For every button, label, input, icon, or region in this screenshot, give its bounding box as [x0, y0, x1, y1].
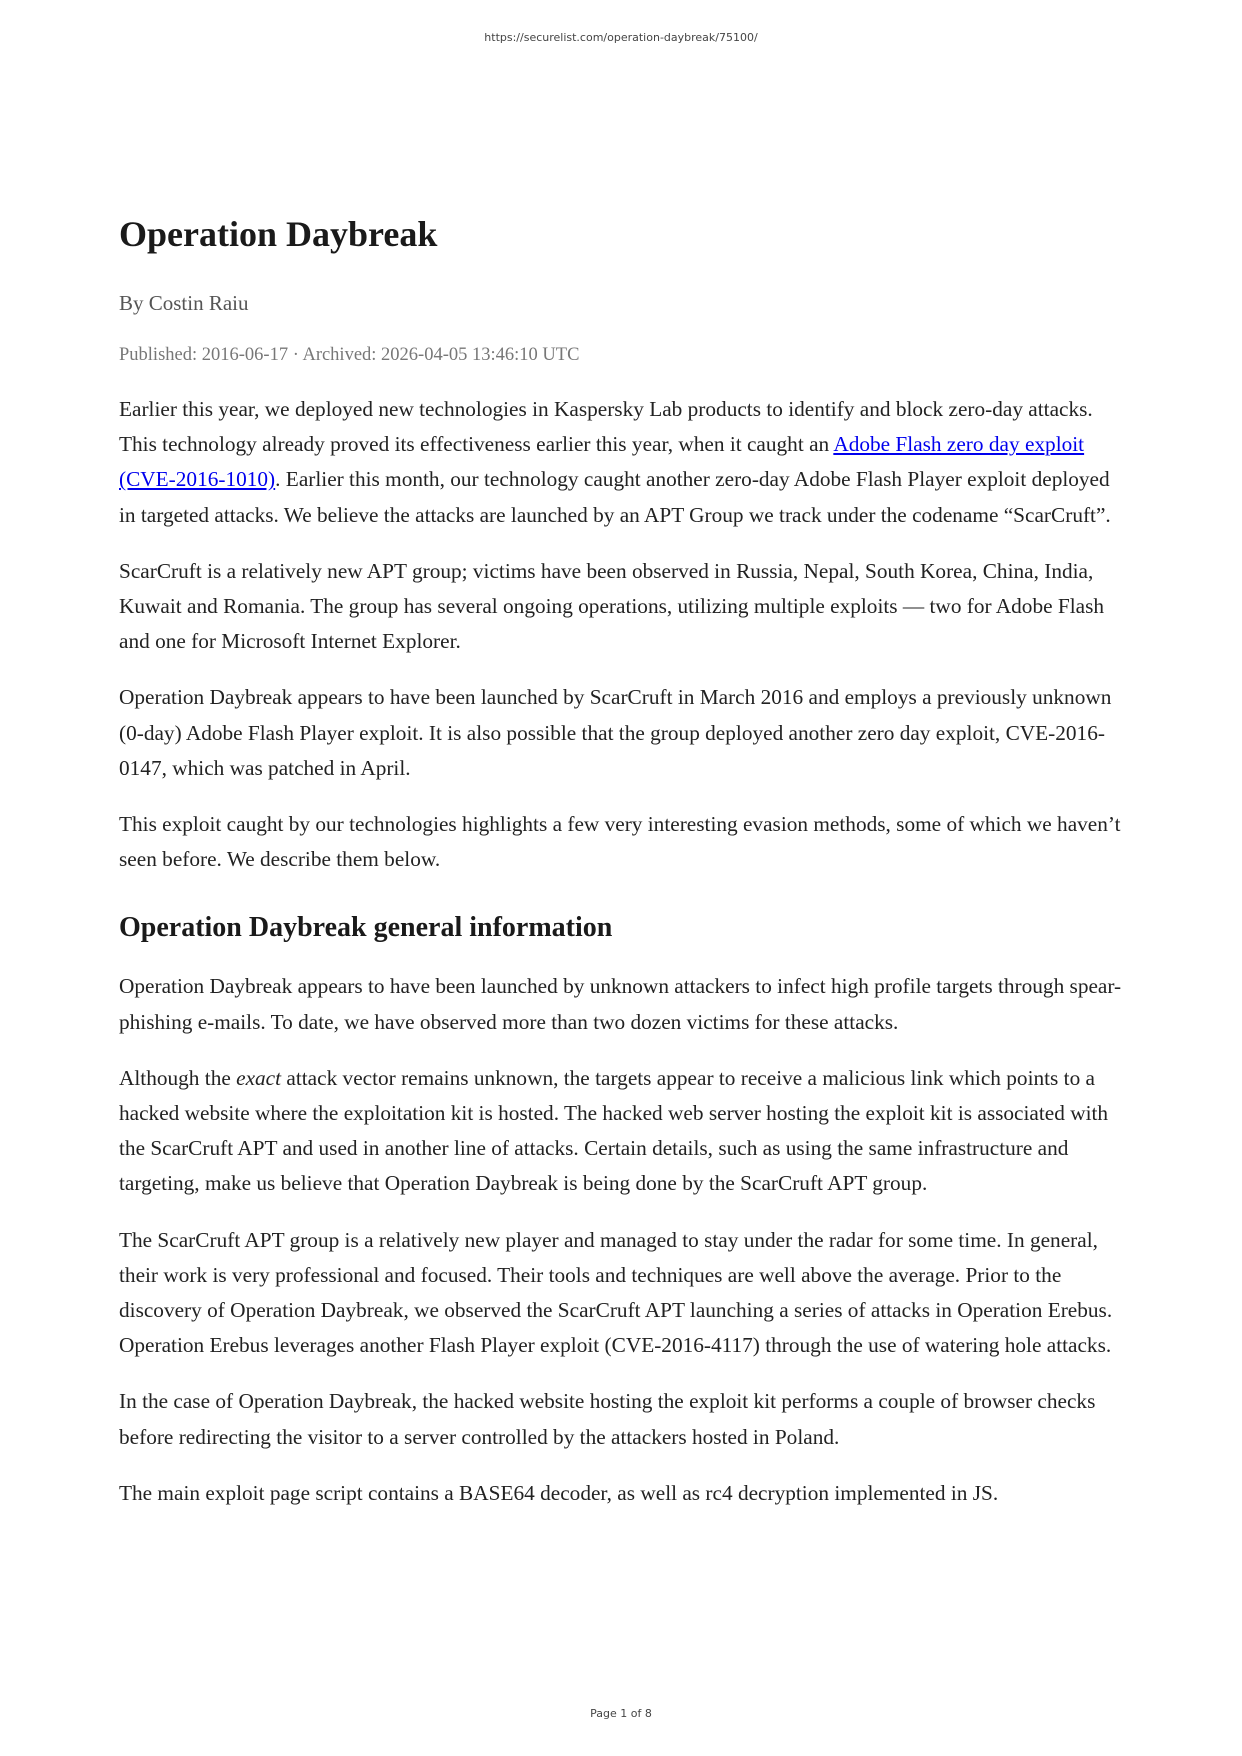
- paragraph-3: Operation Daybreak appears to have been launched by ScarCruft in March 2016 and employs a previously unknown (0-day) Adobe Flash Player exploit. It is also possible that the group deployed another zero day exploit, CVE-2016-0147, which was patched in April.: [119, 685, 1112, 780]
- text: Earlier this year, we deployed new technologies in Kaspersky Lab products to identify and block zero-day attacks. This technology already proved its effectiveness earlier this year, when it caught an: [119, 397, 1093, 457]
- paragraph-8: In the case of Operation Daybreak, the hacked website hosting the exploit kit performs a couple of browser checks before redirecting the visitor to a server controlled by the attackers hosted in Poland.: [119, 1389, 1096, 1449]
- article: [119, 210, 1129, 1532]
- paragraph-2: ScarCruft is a relatively new APT group; victims have been observed in Russia, Nepal, South Korea, China, India, Kuwait and Romania. The group has several ongoing operations, utilizing multiple exploits — two for Adobe Flash and one for Microsoft Internet Explorer.: [119, 558, 1105, 654]
- paragraph-1: [119, 392, 1129, 533]
- paragraph-6: [119, 1061, 1129, 1202]
- article-title: Operation Daybreak: [119, 214, 438, 254]
- paragraph-4: This exploit caught by our technologies highlights a few very interesting evasion methods, some of which we haven’t seen before. We describe them below.: [119, 812, 1121, 872]
- byline: By Costin Raiu: [119, 291, 249, 315]
- paragraph-7: The ScarCruft APT group is a relatively new player and managed to stay under the radar for some time. In general, their work is very professional and focused. Their tools and techniques are well above the average. Prior to the discovery of Operation Daybreak, we observed the ScarCruft APT launching a series of attacks in Operation Erebus. Operation Erebus leverages another Flash Player exploit (CVE-2016-4117) through the use of watering hole attacks.: [119, 1227, 1113, 1358]
- text: . Earlier this month, our technology caught another zero-day Adobe Flash Player exploit deployed in targeted attacks. We believe the attacks are launched by an APT Group we track under the codename “ScarCruft”.: [119, 467, 1111, 527]
- emphasis: exact: [236, 1065, 282, 1090]
- page-number: Page 1 of 8: [590, 1707, 652, 1720]
- text: attack vector remains unknown, the targets appear to receive a malicious link which points to a hacked website where the exploitation kit is hosted. The hacked web server hosting the exploit kit is associated with the ScarCruft APT and used in another line of attacks. Certain details, such as using the same infrastructure and targeting, make us believe that Operation Daybreak is being done by the ScarCruft APT group.: [119, 1065, 1109, 1196]
- publish-meta: Published: 2016-06-17 · Archived: 2026-04-05 13:46:10 UTC: [119, 345, 580, 365]
- paragraph-5: Operation Daybreak appears to have been launched by unknown attackers to infect high profile targets through spear-phishing e-mails. To date, we have observed more than two dozen victims for these attacks.: [119, 974, 1122, 1034]
- page-url: https://securelist.com/operation-daybreak/75100/: [484, 31, 758, 44]
- section-heading: Operation Daybreak general information: [119, 912, 613, 944]
- cve-2016-1010-link[interactable]: Adobe Flash zero day exploit (CVE-2016-1010): [119, 432, 1085, 492]
- text: Although the: [119, 1065, 237, 1090]
- paragraph-9: The main exploit page script contains a BASE64 decoder, as well as rc4 decryption implemented in JS.: [119, 1480, 999, 1505]
